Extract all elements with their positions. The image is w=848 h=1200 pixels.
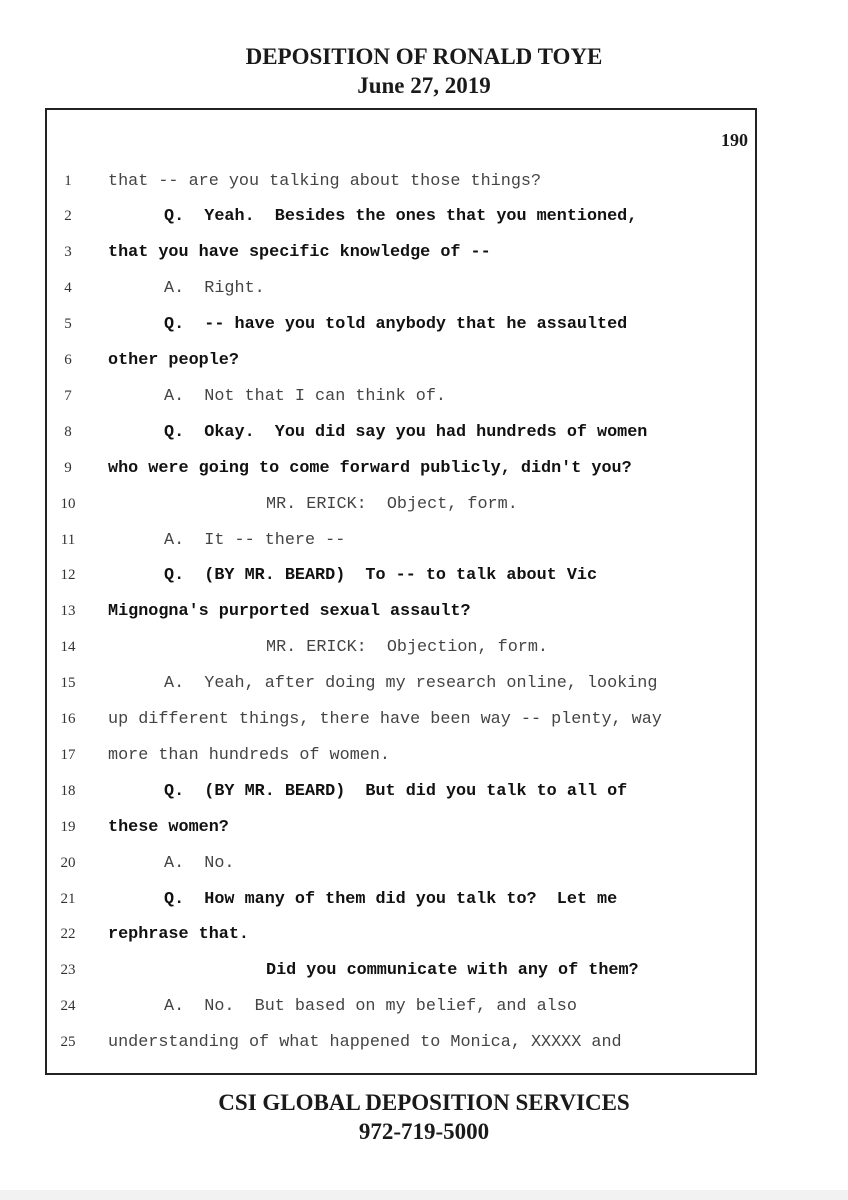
line-number: 15 <box>60 675 76 692</box>
line-text: Q. Yeah. Besides the ones that you mentioned, <box>164 207 638 227</box>
transcript-line <box>48 199 754 235</box>
transcript-line <box>48 522 754 558</box>
line-number: 17 <box>60 746 76 763</box>
transcript-line <box>48 486 754 522</box>
transcript-line <box>48 163 754 199</box>
line-number: 2 <box>64 208 72 225</box>
line-text: up different things, there have been way -- plenty, way <box>108 710 662 729</box>
line-number: 21 <box>60 890 76 907</box>
transcript-line <box>48 235 754 271</box>
line-text: these women? <box>108 817 229 837</box>
line-number: 14 <box>60 639 76 656</box>
transcript-line <box>48 630 754 666</box>
line-text: understanding of what happened to Monica, XXXXX and <box>108 1033 622 1053</box>
deposition-title: DEPOSITION OF RONALD TOYE <box>245 44 603 69</box>
transcript-line <box>48 702 754 738</box>
line-text: who were going to come forward publicly, didn't you? <box>108 458 632 478</box>
line-text: MR. ERICK: Objection, form. <box>266 638 548 658</box>
line-number: 10 <box>60 495 76 512</box>
line-text: MR. ERICK: Object, form. <box>266 494 518 514</box>
page-number: 190 <box>721 130 748 150</box>
line-number: 13 <box>60 603 76 620</box>
line-text: Q. (BY MR. BEARD) But did you talk to all of <box>164 781 628 801</box>
line-number: 1 <box>64 172 72 189</box>
line-number: 4 <box>64 280 72 297</box>
transcript-line <box>48 917 754 953</box>
transcript-line <box>48 307 754 343</box>
line-number: 19 <box>60 818 76 835</box>
transcript-line <box>48 1025 754 1061</box>
line-text: Q. -- have you told anybody that he assaulted <box>164 315 628 335</box>
line-text: that -- are you talking about those things? <box>108 171 542 191</box>
line-text: A. No. <box>164 853 235 873</box>
line-number: 23 <box>60 962 76 979</box>
transcript-line <box>48 773 754 809</box>
line-text: more than hundreds of women. <box>108 745 390 765</box>
line-number: 20 <box>60 854 76 871</box>
line-text: A. No. But based on my belief, and also <box>164 997 577 1017</box>
transcript-line <box>48 953 754 989</box>
line-number: 16 <box>60 711 76 727</box>
line-number: 8 <box>64 423 72 440</box>
transcript-line <box>48 594 754 630</box>
page-footer <box>0 1088 848 1146</box>
footer-phone: 972-719-5000 <box>358 1119 490 1144</box>
line-number: 6 <box>64 352 72 368</box>
transcript-line <box>48 989 754 1025</box>
line-number: 3 <box>64 244 72 261</box>
deposition-date: June 27, 2019 <box>357 73 491 98</box>
line-number: 18 <box>60 782 76 799</box>
transcript-line <box>48 450 754 486</box>
line-text: Q. (BY MR. BEARD) To -- to talk about Vic <box>164 566 598 586</box>
transcript-line <box>48 809 754 845</box>
line-number: 7 <box>64 387 72 404</box>
page-header <box>0 42 848 100</box>
line-number: 9 <box>64 459 72 476</box>
line-number: 12 <box>60 567 76 584</box>
line-number: 24 <box>60 998 76 1015</box>
line-text: A. Right. <box>164 279 265 299</box>
page-edge <box>0 1190 848 1200</box>
line-text: other people? <box>108 351 239 370</box>
transcript-line <box>48 343 754 379</box>
transcript-line <box>48 271 754 307</box>
line-text: rephrase that. <box>108 925 249 945</box>
line-number: 25 <box>60 1034 76 1051</box>
transcript-line <box>48 881 754 917</box>
transcript-line <box>48 845 754 881</box>
line-text: Q. How many of them did you talk to? Let me <box>164 889 618 909</box>
footer-company: CSI GLOBAL DEPOSITION SERVICES <box>218 1090 630 1115</box>
line-text: Did you communicate with any of them? <box>266 961 639 981</box>
transcript-line <box>48 737 754 773</box>
line-number: 22 <box>60 926 76 943</box>
line-text: Q. Okay. You did say you had hundreds of women <box>164 422 648 442</box>
line-number: 11 <box>60 531 76 548</box>
line-text: that you have specific knowledge of -- <box>108 243 491 263</box>
line-text: A. It -- there -- <box>164 530 346 550</box>
line-text: A. Yeah, after doing my research online, looking <box>164 674 658 694</box>
transcript-line <box>48 414 754 450</box>
transcript-lines <box>48 163 754 1063</box>
transcript-line <box>48 666 754 702</box>
line-text: Mignogna's purported sexual assault? <box>108 602 471 622</box>
transcript-line <box>48 378 754 414</box>
transcript-line <box>48 558 754 594</box>
line-number: 5 <box>64 316 72 333</box>
line-text: A. Not that I can think of. <box>164 386 446 406</box>
